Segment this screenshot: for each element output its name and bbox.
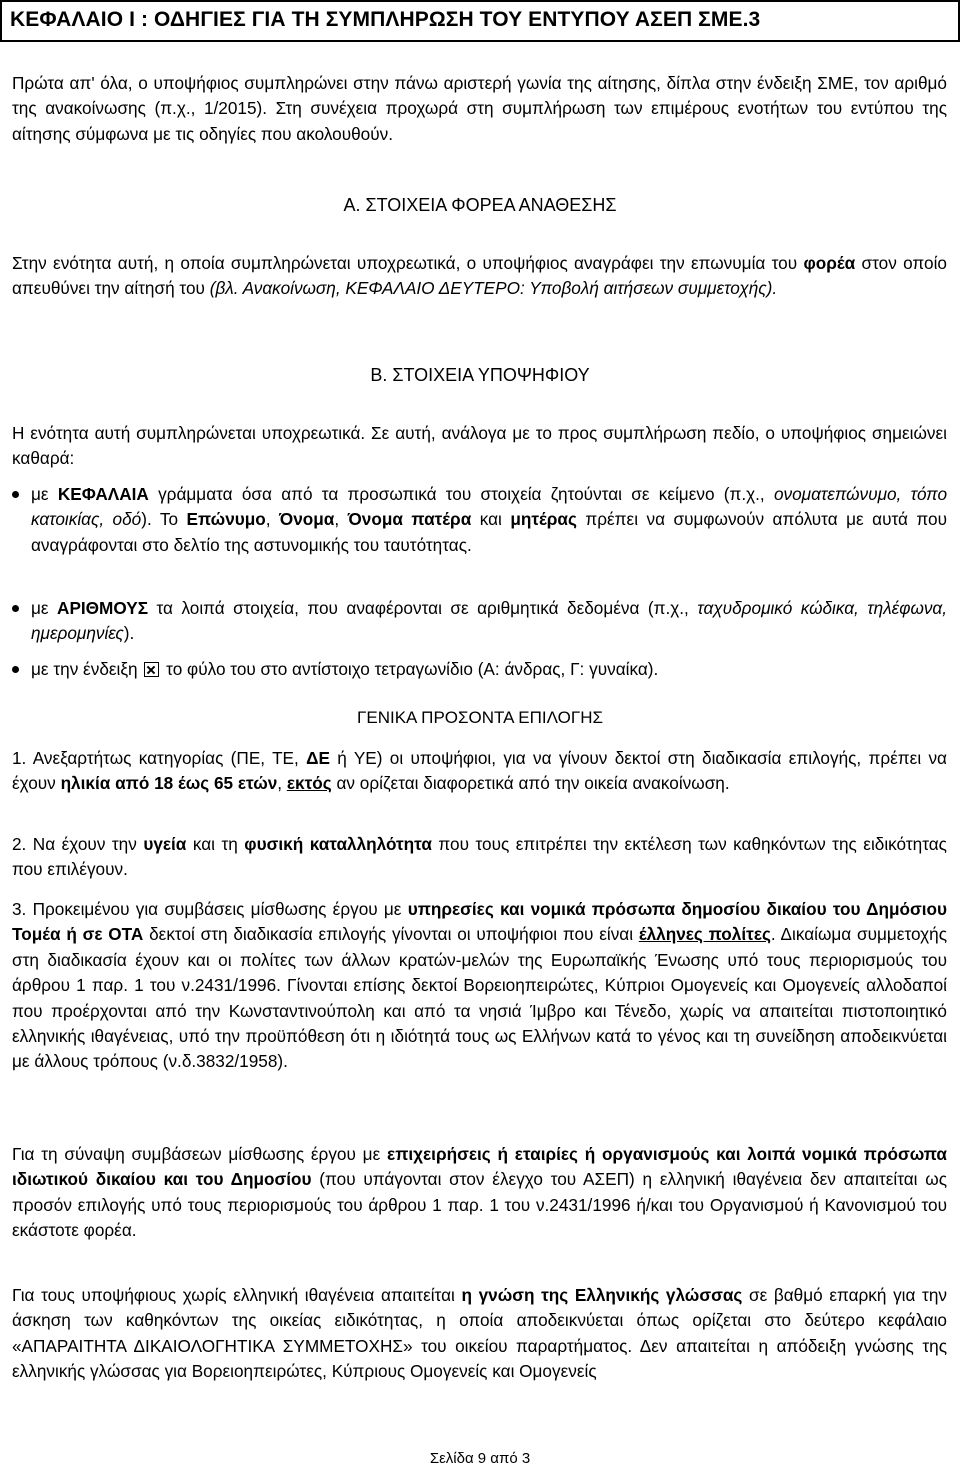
intro-paragraph: Πρώτα απ' όλα, ο υποψήφιος συμπληρώνει στην πάνω αριστερή γωνία της αίτησης, δίπλα στην ένδειξη ΣΜΕ, τον αριθμό της ανακοίνωσης (π.χ., 1/2015). Στη συνέχεια προχωρά στη συμπλήρωση των επιμέρους ενοτήτων του εντύπου της αίτησης σύμφωνα με τις οδηγίες που ακολουθούν. — [12, 73, 947, 144]
bullet-dot-icon — [12, 605, 19, 612]
bullet-dot-icon — [12, 666, 19, 673]
chapter-title: ΚΕΦΑΛΑΙΟ Ι : ΟΔΗΓΙΕΣ ΓΙΑ ΤΗ ΣΥΜΠΛΗΡΩΣΗ ΤΟΥ ΕΝΤΥΠΟΥ ΑΣΕΠ ΣΜΕ.3 — [10, 8, 761, 31]
section-a-bold-entity: φορέα — [803, 253, 856, 273]
bullet-text: με την ένδειξη το φύλο του στο αντίστοιχο τετραγωνίδιο (Α: άνδρας, Γ: γυναίκα). — [31, 659, 659, 679]
section-b-paragraph: Η ενότητα αυτή συμπληρώνεται υποχρεωτικά. Σε αυτή, ανάλογα με το προς συμπλήρωση πεδίο, ο υποψήφιος σημειώνει καθαρά: — [12, 423, 947, 469]
qualification-item-3: 3. Προκειμένου για συμβάσεις μίσθωσης έργου με υπηρεσίες και νομικά πρόσωπα δημοσίου δικαίου του Δημόσιου Τομέα ή σε ΟΤΑ δεκτοί στη διαδικασία επιλογής γίνονται οι υποψήφιοι που είναι έλληνες πολίτες. Δικαίωμα συμμετοχής στη διαδικασία έχουν και οι πολίτες των άλλων κρατών-μελών της Ευρωπαϊκής Ένωσης υπό τους περιορισμούς του άρθρου 1 παρ. 1 του ν.2431/1996. Γίνονται επίσης δεκτοί Βορειοηπειρώτες, Κύπριοι Ομογενείς και Ομογενείς αλλοδαποί που προέρχονται από την Κωνσταντινούπολη και από τα νησιά Ίμβρο και Τένεδο, χωρίς να απαιτείται πιστοποιητικό ελληνικής ιθαγένειας, υπό την προϋπόθεση ότι η ιδιότητά τους ως Ελλήνων κατά το γένος και τη συνείδηση αποδεικνύεται με άλλους τρόπους (ν.δ.3832/1958). — [12, 899, 948, 1072]
bullet-text: με ΚΕΦΑΛΑΙΑ γράμματα όσα από τα προσωπικά του στοιχεία ζητούνται σε κείμενο (π.χ., ονοματεπώνυμο, τόπο κατοικίας, οδό). Το Επώνυμο, Όνομα, Όνομα πατέρα και μητέρας πρέπει να συμφωνούν απόλυτα με αυτά που αναγράφονται στο δελτίο της αστυνομικής του ταυτότητας. — [31, 484, 948, 555]
bullet-item-capitals — [12, 482, 947, 558]
section-a-paragraph — [12, 251, 947, 302]
greek-language-paragraph: Για τους υποψήφιους χωρίς ελληνική ιθαγένεια απαιτείται η γνώση της Ελληνικής γλώσσας σε βαθμό επαρκή για την άσκηση των καθηκόντων της οικείας ειδικότητας, η οποία αποδεικνύεται όπως ορίζεται στο δεύτερο κεφάλαιο «ΑΠΑΡΑΙΤΗΤΑ ΔΙΚΑΙΟΛΟΓΗΤΙΚΑ ΣΥΜΜΕΤΟΧΗΣ» του οικείου παραρτήματος. Δεν απαιτείται η απόδειξη γνώσης της ελληνικής γλώσσας για Βορειοηπειρώτες, Κύπριους Ομογενείς και Ομογενείς — [12, 1285, 947, 1382]
section-a-text-2: στον οποίο απευθύνει την αίτησή του — [12, 253, 947, 299]
checked-box-icon — [144, 662, 159, 677]
chapter-header-box — [0, 0, 960, 42]
page-number-footer: Σελίδα 9 από 3 — [429, 1450, 531, 1467]
private-sector-paragraph: Για τη σύναψη συμβάσεων μίσθωσης έργου με επιχειρήσεις ή εταιρίες ή οργανισμούς και λοιπά νομικά πρόσωπα ιδιωτικού δικαίου και του Δημοσίου (που υπάγονται στον έλεγχο του ΑΣΕΠ) η ελληνική ιθαγένεια δεν απαιτείται ως προσόν επιλογής υπό τους περιορισμούς του άρθρου 1 παρ. 1 του ν.2431/1996 ή/και του Οργανισμού ή Κανονισμού του εκάστοτε φορέα. — [12, 1144, 947, 1241]
qualification-item-1: 1. Ανεξαρτήτως κατηγορίας (ΠΕ, ΤΕ, ΔΕ ή ΥΕ) οι υποψήφιοι, για να γίνουν δεκτοί στη διαδικασία επιλογής, πρέπει να έχουν ηλικία από 18 έως 65 ετών, εκτός αν ορίζεται διαφορετικά από την οικεία ανακοίνωση. — [12, 748, 947, 794]
bullet-item-numbers — [12, 596, 947, 647]
bullet-dot-icon — [12, 491, 19, 498]
bullet-item-sex-checkbox — [12, 657, 947, 682]
section-a-heading: Α. ΣΤΟΙΧΕΙΑ ΦΟΡΕΑ ΑΝΑΘΕΣΗΣ — [343, 195, 617, 215]
qualification-item-2: 2. Να έχουν την υγεία και τη φυσική καταλληλότητα που τους επιτρέπει την εκτέλεση των καθηκόντων της ειδικότητας που επιλέγουν. — [12, 834, 947, 880]
section-a-reference: (βλ. Ανακοίνωση, ΚΕΦΑΛΑΙΟ ΔΕΥΤΕΡΟ: Υποβολή αιτήσεων συμμετοχής). — [209, 278, 778, 299]
bullet-text: με ΑΡΙΘΜΟΥΣ τα λοιπά στοιχεία, που αναφέρονται σε αριθμητικά δεδομένα (π.χ., ταχυδρομικό κώδικα, τηλέφωνα, ημερομηνίες). — [31, 598, 948, 644]
general-qualifications-heading: ΓΕΝΙΚΑ ΠΡΟΣΟΝΤΑ ΕΠΙΛΟΓΗΣ — [357, 708, 603, 727]
section-b-heading: Β. ΣΤΟΙΧΕΙΑ ΥΠΟΨΗΦΙΟΥ — [370, 365, 590, 385]
section-a-text: Στην ενότητα αυτή, η οποία συμπληρώνεται υποχρεωτικά, ο υποψήφιος αναγράφει την επωνυμία του — [12, 253, 804, 273]
